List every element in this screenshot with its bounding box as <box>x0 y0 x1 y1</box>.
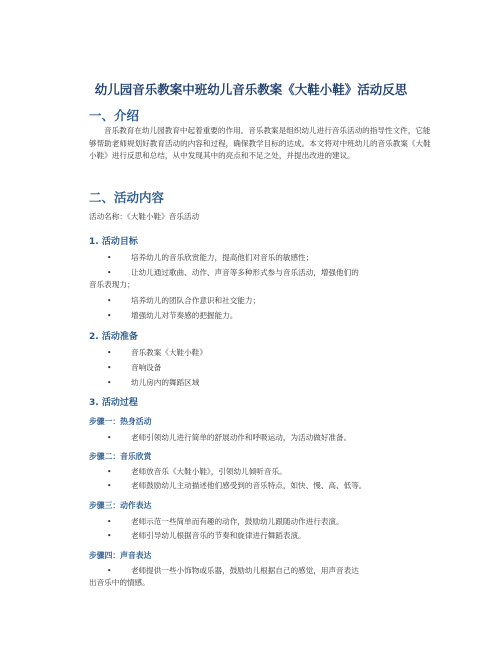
list-item-text: 音响设备 <box>131 363 162 372</box>
list-item-text: 老师引导幼儿根据音乐的节奏和旋律进行舞蹈表演。 <box>131 531 306 540</box>
bullet-icon: • <box>107 481 112 490</box>
bullet-icon: • <box>107 363 112 372</box>
bullet-icon: • <box>107 268 112 277</box>
list-item-text: 老师提供一些小饰物或乐器，鼓励幼儿根据自己的感觉，用声音表达 <box>131 566 359 575</box>
list-item-text: 老师引领幼儿进行简单的舒展动作和呼吸运动，为活动做好准备。 <box>131 433 352 442</box>
list-item-text: 老师示范一些简单而有趣的动作，鼓励幼儿跟随动作进行表演。 <box>131 517 344 526</box>
list-item <box>89 465 437 478</box>
list-item-continuation: 出音乐中的情感。 <box>89 578 150 587</box>
list-item <box>89 376 437 389</box>
document-title: 幼儿园音乐教案中班幼儿音乐教案《大鞋小鞋》活动反思 <box>94 82 408 97</box>
list-item-text: 培养幼儿的音乐欣赏能力，提高他们对音乐的敏感性； <box>131 253 314 262</box>
list-item-text: 老师鼓励幼儿主动描述他们感受到的音乐特点，如快、慢、高、低等。 <box>131 481 367 490</box>
bullet-icon: • <box>107 253 112 262</box>
subheading-activity-preparation: 2. 活动准备 <box>89 332 138 342</box>
bullet-icon: • <box>107 378 112 387</box>
step-label: 步骤二：音乐欣赏 <box>89 452 152 461</box>
list-item-text: 音乐教案《大鞋小鞋》 <box>131 348 207 357</box>
bullet-icon: • <box>107 296 112 305</box>
list-item-text: 幼儿房内的舞蹈区域 <box>131 378 200 387</box>
subheading-activity-process: 3. 活动过程 <box>89 398 138 408</box>
list-item <box>89 431 437 444</box>
bullet-icon: • <box>107 467 112 476</box>
list-item <box>89 266 437 279</box>
list-item <box>89 515 437 528</box>
list-item <box>89 479 437 492</box>
list-item <box>89 346 437 359</box>
bullet-icon: • <box>107 517 112 526</box>
activity-name: 活动名称：《大鞋小鞋》音乐活动 <box>89 212 200 221</box>
section-heading-introduction: 一、介绍 <box>89 108 140 123</box>
introduction-paragraph: 音乐教育在幼儿园教育中起着重要的作用。音乐教案是组织幼儿进行音乐活动的指导性文件，它能够帮助老师规划好教育活动的内容和过程，确保教学目标的达成。本文将对中班幼儿的音乐教案《大鞋小鞋》进行反思和总结，从中发现其中的亮点和不足之处，并提出改进的建议。 <box>89 126 431 160</box>
list-item-text: 让幼儿通过歌曲、动作、声音等多种形式参与音乐活动，增强他们的 <box>131 268 359 277</box>
step-label: 步骤四：声音表达 <box>89 551 152 560</box>
list-item <box>89 309 437 322</box>
list-item <box>89 564 437 577</box>
step-label: 步骤一：热身活动 <box>89 417 152 426</box>
list-item <box>89 529 437 542</box>
list-item <box>89 251 437 264</box>
bullet-icon: • <box>107 348 112 357</box>
bullet-icon: • <box>107 311 112 320</box>
list-item <box>89 361 437 374</box>
list-item-text: 增强幼儿对节奏感的把握能力。 <box>131 311 238 320</box>
list-item-text: 老师放音乐《大鞋小鞋》，引领幼儿倾听音乐。 <box>131 467 287 476</box>
bullet-icon: • <box>107 566 112 575</box>
list-item-continuation: 音乐表现力； <box>89 280 135 289</box>
section-heading-activity-content: 二、活动内容 <box>89 190 165 205</box>
list-item-text: 培养幼儿的团队合作意识和社交能力； <box>131 296 261 305</box>
bullet-icon: • <box>107 433 112 442</box>
step-label: 步骤三：动作表达 <box>89 501 152 510</box>
subheading-activity-goals: 1. 活动目标 <box>89 237 138 247</box>
bullet-icon: • <box>107 531 112 540</box>
list-item <box>89 294 437 307</box>
